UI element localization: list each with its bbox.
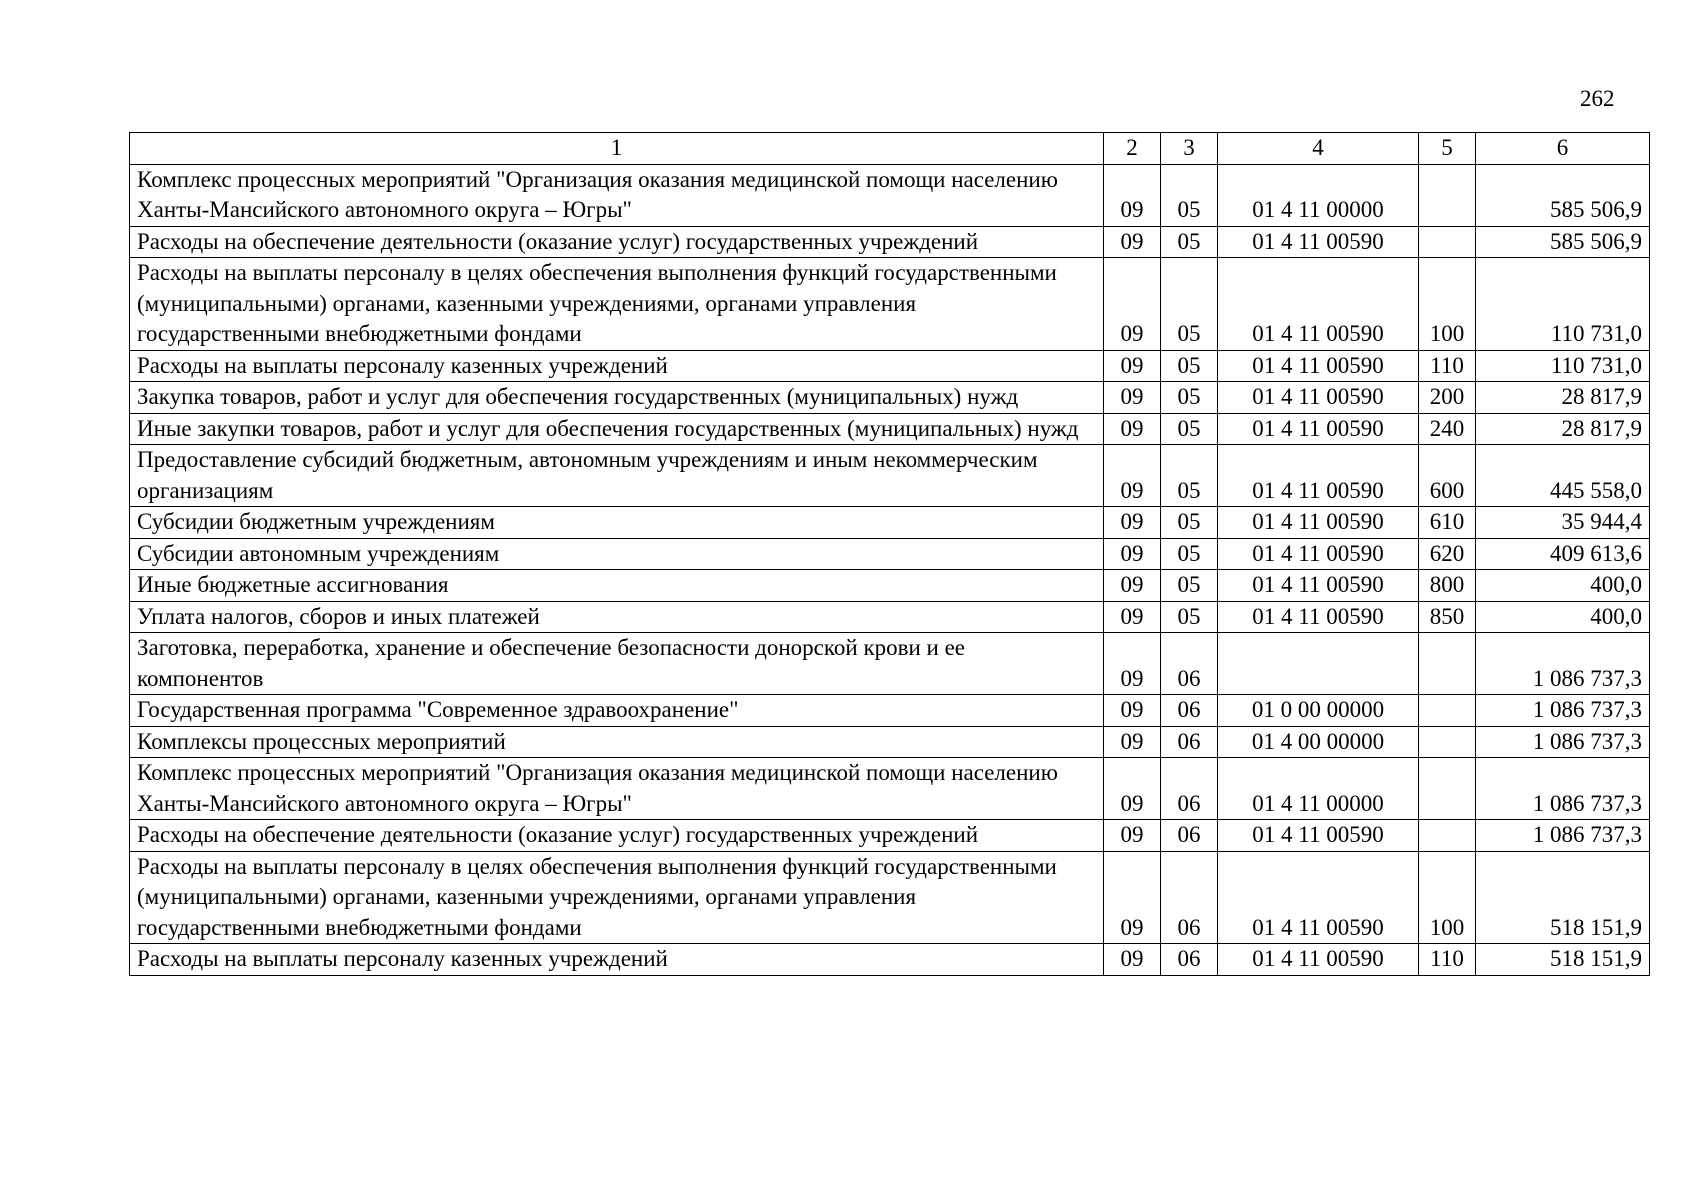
row-target-article-cell: 01 4 11 00590 (1218, 413, 1419, 445)
row-target-article-cell: 01 4 11 00590 (1218, 944, 1419, 976)
table-row (130, 726, 1650, 758)
row-name-cell: Заготовка, переработка, хранение и обеспечение безопасности донорской крови и ее компонентов (130, 633, 1104, 695)
row-amount-cell: 1 086 737,3 (1476, 726, 1650, 758)
row-name-cell: Иные бюджетные ассигнования (130, 570, 1104, 602)
row-expense-type-cell: 620 (1419, 538, 1476, 570)
table-row (130, 633, 1650, 695)
row-section-cell: 09 (1104, 944, 1161, 976)
row-amount-cell: 110 731,0 (1476, 258, 1650, 351)
row-amount-cell: 1 086 737,3 (1476, 758, 1650, 820)
row-expense-type-cell: 610 (1419, 507, 1476, 539)
row-subsection-cell: 06 (1161, 695, 1218, 727)
row-section-cell: 09 (1104, 445, 1161, 507)
row-section-cell: 09 (1104, 226, 1161, 258)
row-amount-cell: 28 817,9 (1476, 382, 1650, 414)
row-target-article-cell: 01 4 11 00590 (1218, 258, 1419, 351)
row-section-cell: 09 (1104, 820, 1161, 852)
row-amount-cell: 518 151,9 (1476, 944, 1650, 976)
row-name-cell: Предоставление субсидий бюджетным, автономным учреждениям и иным некоммерческим организациям (130, 445, 1104, 507)
row-amount-cell: 110 731,0 (1476, 350, 1650, 382)
row-target-article-cell: 01 4 00 00000 (1218, 726, 1419, 758)
row-amount-cell: 1 086 737,3 (1476, 633, 1650, 695)
row-section-cell: 09 (1104, 507, 1161, 539)
row-expense-type-cell: 800 (1419, 570, 1476, 602)
row-expense-type-cell (1419, 164, 1476, 226)
row-expense-type-cell: 600 (1419, 445, 1476, 507)
row-subsection-cell: 05 (1161, 258, 1218, 351)
row-subsection-cell: 05 (1161, 226, 1218, 258)
header-cell: 5 (1419, 133, 1476, 165)
row-name-cell: Расходы на выплаты персоналу в целях обеспечения выполнения функций государственными (муниципальными) органами, казенными учреждениями, органами управления государственными внебюджетными фондами (130, 258, 1104, 351)
row-subsection-cell: 06 (1161, 726, 1218, 758)
row-section-cell: 09 (1104, 413, 1161, 445)
row-name-cell: Расходы на обеспечение деятельности (оказание услуг) государственных учреждений (130, 226, 1104, 258)
row-subsection-cell: 05 (1161, 164, 1218, 226)
table-row (130, 820, 1650, 852)
table-row (130, 851, 1650, 944)
row-name-cell: Субсидии бюджетным учреждениям (130, 507, 1104, 539)
row-section-cell: 09 (1104, 601, 1161, 633)
row-amount-cell: 445 558,0 (1476, 445, 1650, 507)
row-expense-type-cell: 110 (1419, 944, 1476, 976)
row-amount-cell: 1 086 737,3 (1476, 695, 1650, 727)
row-target-article-cell: 01 0 00 00000 (1218, 695, 1419, 727)
table-row (130, 570, 1650, 602)
row-section-cell: 09 (1104, 164, 1161, 226)
table-row (130, 601, 1650, 633)
row-name-cell: Комплекс процессных мероприятий "Организация оказания медицинской помощи населению Ханты-Мансийского автономного округа – Югры" (130, 164, 1104, 226)
row-subsection-cell: 05 (1161, 445, 1218, 507)
row-expense-type-cell: 100 (1419, 851, 1476, 944)
row-amount-cell: 35 944,4 (1476, 507, 1650, 539)
table-row (130, 350, 1650, 382)
table-row (130, 538, 1650, 570)
row-target-article-cell: 01 4 11 00590 (1218, 570, 1419, 602)
row-amount-cell: 585 506,9 (1476, 226, 1650, 258)
row-section-cell: 09 (1104, 758, 1161, 820)
row-section-cell: 09 (1104, 851, 1161, 944)
page-number: 262 (1580, 86, 1615, 111)
row-name-cell: Закупка товаров, работ и услуг для обеспечения государственных (муниципальных) нужд (130, 382, 1104, 414)
row-name-cell: Расходы на обеспечение деятельности (оказание услуг) государственных учреждений (130, 820, 1104, 852)
header-cell: 2 (1104, 133, 1161, 165)
row-name-cell: Субсидии автономным учреждениям (130, 538, 1104, 570)
row-amount-cell: 1 086 737,3 (1476, 820, 1650, 852)
row-subsection-cell: 05 (1161, 413, 1218, 445)
row-expense-type-cell: 850 (1419, 601, 1476, 633)
row-subsection-cell: 05 (1161, 350, 1218, 382)
table-row (130, 226, 1650, 258)
row-expense-type-cell: 200 (1419, 382, 1476, 414)
row-section-cell: 09 (1104, 350, 1161, 382)
row-subsection-cell: 05 (1161, 538, 1218, 570)
table-row (130, 164, 1650, 226)
row-expense-type-cell (1419, 226, 1476, 258)
row-name-cell: Расходы на выплаты персоналу в целях обеспечения выполнения функций государственными (муниципальными) органами, казенными учреждениями, органами управления государственными внебюджетными фондами (130, 851, 1104, 944)
row-target-article-cell: 01 4 11 00590 (1218, 350, 1419, 382)
row-subsection-cell: 05 (1161, 507, 1218, 539)
row-target-article-cell: 01 4 11 00590 (1218, 820, 1419, 852)
row-section-cell: 09 (1104, 695, 1161, 727)
row-amount-cell: 409 613,6 (1476, 538, 1650, 570)
row-target-article-cell: 01 4 11 00590 (1218, 445, 1419, 507)
row-amount-cell: 400,0 (1476, 570, 1650, 602)
row-expense-type-cell (1419, 758, 1476, 820)
table-row (130, 382, 1650, 414)
row-subsection-cell: 05 (1161, 382, 1218, 414)
row-expense-type-cell (1419, 695, 1476, 727)
row-section-cell: 09 (1104, 258, 1161, 351)
row-name-cell: Уплата налогов, сборов и иных платежей (130, 601, 1104, 633)
row-target-article-cell: 01 4 11 00590 (1218, 226, 1419, 258)
row-name-cell: Иные закупки товаров, работ и услуг для обеспечения государственных (муниципальных) нужд (130, 413, 1104, 445)
row-name-cell: Государственная программа "Современное здравоохранение" (130, 695, 1104, 727)
row-target-article-cell: 01 4 11 00590 (1218, 851, 1419, 944)
row-name-cell: Комплексы процессных мероприятий (130, 726, 1104, 758)
row-amount-cell: 400,0 (1476, 601, 1650, 633)
table-row (130, 413, 1650, 445)
row-section-cell: 09 (1104, 538, 1161, 570)
row-name-cell: Расходы на выплаты персоналу казенных учреждений (130, 350, 1104, 382)
row-target-article-cell (1218, 633, 1419, 695)
row-subsection-cell: 06 (1161, 820, 1218, 852)
row-target-article-cell: 01 4 11 00590 (1218, 538, 1419, 570)
table-row (130, 507, 1650, 539)
header-cell: 3 (1161, 133, 1218, 165)
table-row (130, 758, 1650, 820)
header-cell: 4 (1218, 133, 1419, 165)
row-subsection-cell: 05 (1161, 570, 1218, 602)
row-subsection-cell: 06 (1161, 633, 1218, 695)
row-section-cell: 09 (1104, 570, 1161, 602)
table-row (130, 258, 1650, 351)
row-subsection-cell: 06 (1161, 758, 1218, 820)
table-row (130, 695, 1650, 727)
row-name-cell: Расходы на выплаты персоналу казенных учреждений (130, 944, 1104, 976)
row-amount-cell: 28 817,9 (1476, 413, 1650, 445)
row-expense-type-cell (1419, 633, 1476, 695)
header-cell: 6 (1476, 133, 1650, 165)
table-row (130, 445, 1650, 507)
budget-table (129, 132, 1650, 976)
table-header-row (130, 133, 1650, 165)
row-target-article-cell: 01 4 11 00590 (1218, 507, 1419, 539)
row-subsection-cell: 06 (1161, 851, 1218, 944)
header-cell: 1 (130, 133, 1104, 165)
row-expense-type-cell (1419, 726, 1476, 758)
row-amount-cell: 585 506,9 (1476, 164, 1650, 226)
row-section-cell: 09 (1104, 633, 1161, 695)
row-section-cell: 09 (1104, 726, 1161, 758)
row-target-article-cell: 01 4 11 00590 (1218, 601, 1419, 633)
row-expense-type-cell: 100 (1419, 258, 1476, 351)
row-amount-cell: 518 151,9 (1476, 851, 1650, 944)
row-subsection-cell: 06 (1161, 944, 1218, 976)
row-expense-type-cell: 110 (1419, 350, 1476, 382)
row-target-article-cell: 01 4 11 00590 (1218, 382, 1419, 414)
row-target-article-cell: 01 4 11 00000 (1218, 164, 1419, 226)
row-name-cell: Комплекс процессных мероприятий "Организация оказания медицинской помощи населению Ханты-Мансийского автономного округа – Югры" (130, 758, 1104, 820)
row-target-article-cell: 01 4 11 00000 (1218, 758, 1419, 820)
table-row (130, 944, 1650, 976)
row-expense-type-cell: 240 (1419, 413, 1476, 445)
row-section-cell: 09 (1104, 382, 1161, 414)
row-subsection-cell: 05 (1161, 601, 1218, 633)
row-expense-type-cell (1419, 820, 1476, 852)
